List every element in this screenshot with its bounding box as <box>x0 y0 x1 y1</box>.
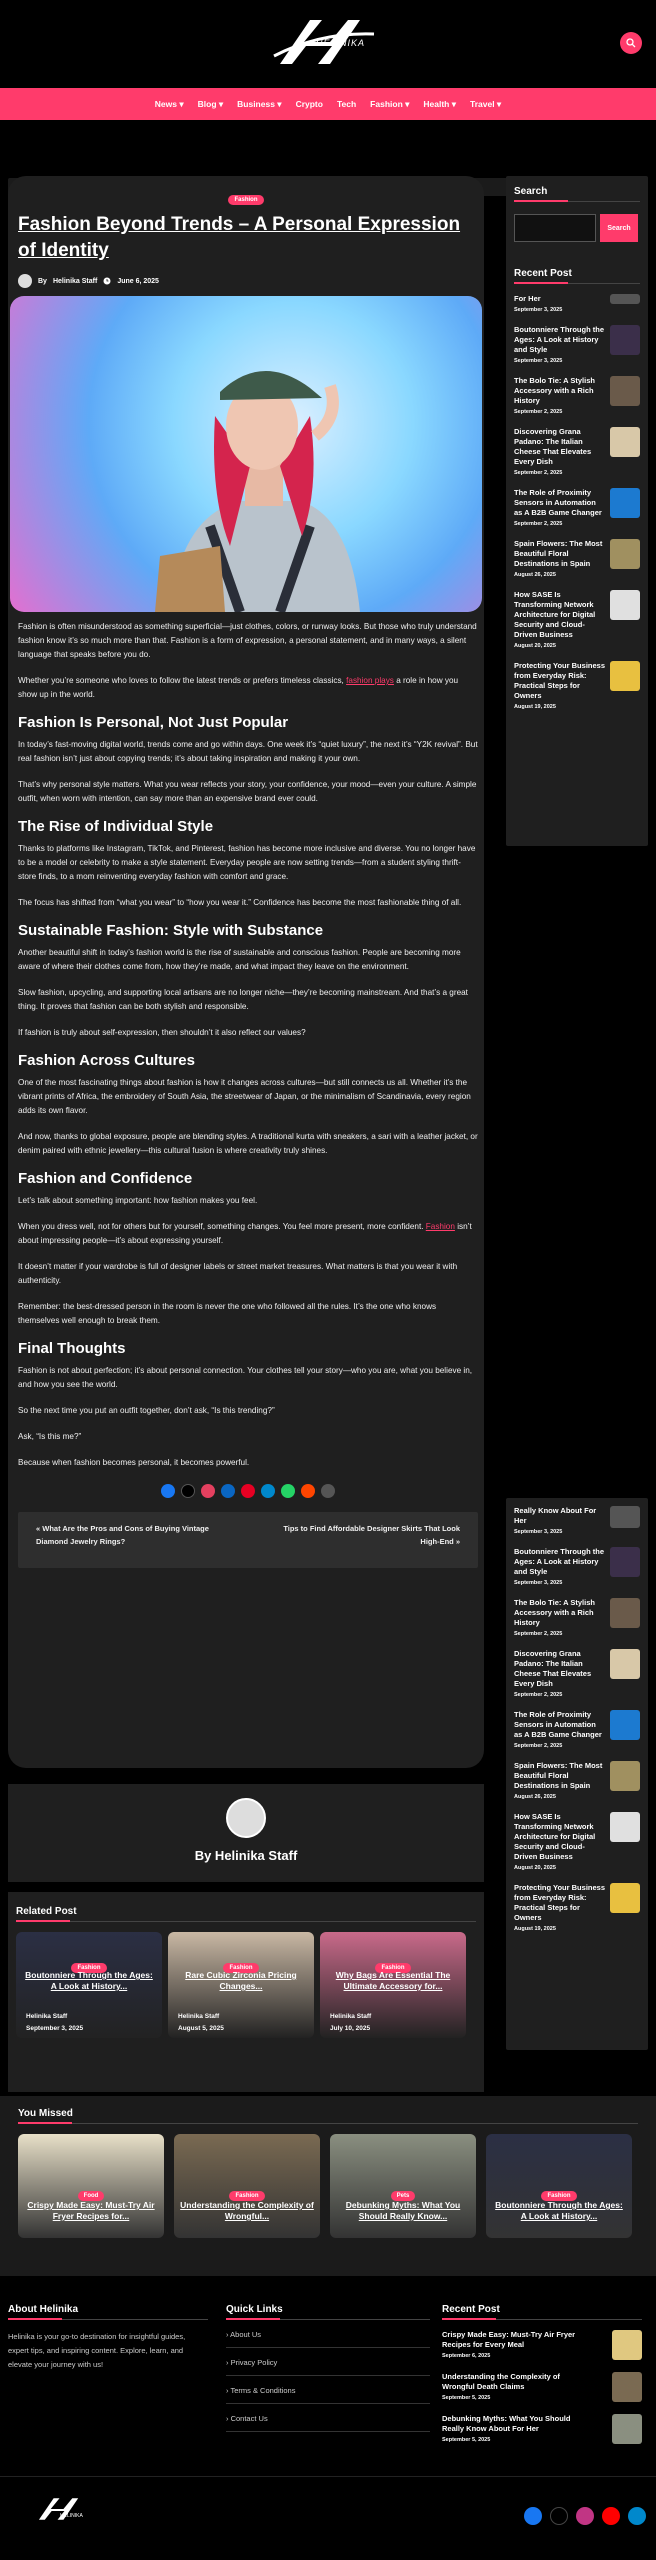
post-title[interactable]: The Role of Proximity Sensors in Automation as A B2B Game Changer <box>514 488 602 517</box>
inline-link-fashion-plays[interactable]: fashion plays <box>346 676 394 685</box>
post-date: September 2, 2025 <box>514 1692 563 1698</box>
post-date: September 2, 2025 <box>514 521 563 527</box>
post-date: August 19, 2025 <box>514 1926 556 1932</box>
missed-card[interactable] <box>174 2134 320 2238</box>
instagram-icon[interactable] <box>576 2507 594 2525</box>
post-date: August 20, 2025 <box>514 643 556 649</box>
card-author[interactable]: Helinika Staff <box>178 2013 220 2020</box>
paragraph: And now, thanks to global exposure, people are blending styles. A traditional kurta with sneakers, a sari with a leather jacket, or denim paired with ethnic jewellery—this cultural fusion is where creativity truly shines. <box>18 1132 478 1155</box>
post-meta <box>18 274 474 288</box>
post-date: September 2, 2025 <box>514 1743 563 1749</box>
nav-item-travel[interactable]: Travel ▾ <box>470 98 502 109</box>
paragraph: If fashion is truly about self-expression, then shouldn’t it also reflect our values? <box>18 1028 306 1037</box>
post-thumbnail[interactable] <box>612 2414 642 2444</box>
list-item[interactable] <box>514 1812 640 1871</box>
nav-item-crypto[interactable]: Crypto <box>295 99 323 109</box>
list-item[interactable] <box>514 1506 640 1535</box>
post-title[interactable]: The Bolo Tie: A Stylish Accessory with a Rich History <box>514 1598 595 1627</box>
paragraph: Let’s talk about something important: how fashion makes you feel. <box>18 1196 258 1205</box>
you-missed-section <box>0 2096 656 2276</box>
post-thumbnail[interactable] <box>610 1598 640 1628</box>
post-thumbnail[interactable] <box>610 1761 640 1791</box>
post-title[interactable]: Really Know About For Her <box>514 1506 597 1525</box>
list-item[interactable] <box>514 427 640 476</box>
related-title: Related Post <box>16 1906 476 1922</box>
section-heading: Fashion Is Personal, Not Just Popular <box>18 714 289 731</box>
post-title[interactable]: How SASE Is Transforming Network Architecture for Digital Security and Cloud-Driven Business <box>514 1812 596 1861</box>
footer-link[interactable]: › Privacy Policy <box>226 2348 430 2376</box>
related-posts <box>8 1892 484 2092</box>
post-thumbnail[interactable] <box>610 1649 640 1679</box>
search-icon <box>626 38 636 48</box>
post-title[interactable]: Discovering Grana Padano: The Italian Cheese That Elevates Every Dish <box>514 427 592 466</box>
list-item[interactable] <box>442 2330 642 2360</box>
paragraph: That’s why personal style matters. What you wear reflects your story, your confidence, your mood—even your culture. A simple outfit, when worn with intention, can say more than an expensive brand ever could. <box>18 780 477 803</box>
footer-logo-word: HELINIKA <box>60 2513 83 2519</box>
paragraph: One of the most fascinating things about fashion is how it changes across cultures—but still connects us all. Whether it’s the vibrant prints of Africa, the embroidery of South Asia, the streetwear of Japan, or the minimalism of Scandinavia, every region adds its own flavor. <box>18 1078 471 1115</box>
facebook-icon[interactable] <box>524 2507 542 2525</box>
post-thumbnail[interactable] <box>610 590 640 620</box>
card-title[interactable]: Boutonniere Through the Ages: A Look at History... <box>495 2200 623 2221</box>
post-date: August 26, 2025 <box>514 1794 556 1800</box>
paragraph <box>18 674 478 702</box>
post-title[interactable]: Boutonniere Through the Ages: A Look at History and Style <box>514 325 604 354</box>
list-item[interactable] <box>514 1598 640 1637</box>
card-title[interactable]: Debunking Myths: What You Should Really Know... <box>345 2200 461 2221</box>
post-date: September 2, 2025 <box>514 1631 563 1637</box>
next-post-link[interactable]: Tips to Find Affordable Designer Skirts That Look High-End » <box>283 1524 460 1546</box>
footer-link[interactable]: › Terms & Conditions <box>226 2376 430 2404</box>
nav-item-news[interactable]: News ▾ <box>154 98 184 109</box>
post-date: September 2, 2025 <box>514 470 563 476</box>
nav-item-fashion[interactable]: Fashion ▾ <box>370 98 410 109</box>
paragraph: In today’s fast-moving digital world, trends come and go within days. One week it’s “quiet luxury”, the next it’s “Y2K revival”. But real fashion isn’t just about copying trends; it’s about taking inspiration and making it your own. <box>18 740 478 763</box>
post-thumbnail[interactable] <box>610 661 640 691</box>
card-badge[interactable]: Fashion <box>223 1963 258 1973</box>
nav-item-blog[interactable]: Blog ▾ <box>197 98 224 109</box>
author-name[interactable]: By Helinika Staff <box>194 1848 298 1863</box>
post-title[interactable]: How SASE Is Transforming Network Architecture for Digital Security and Cloud-Driven Business <box>514 590 596 639</box>
section-heading: Fashion Across Cultures <box>18 1052 195 1069</box>
post-date: September 6, 2025 <box>442 2353 491 2359</box>
list-item[interactable] <box>514 376 640 415</box>
post-thumbnail[interactable] <box>610 488 640 518</box>
post-title[interactable]: Protecting Your Business from Everyday Risk: Practical Steps for Owners <box>514 661 605 700</box>
related-card[interactable] <box>168 1932 314 2038</box>
text: When you dress well, not for others but for yourself, something changes. You feel more present, more confident. <box>18 1222 424 1231</box>
pinterest-icon[interactable] <box>241 1484 255 1498</box>
card-date: August 5, 2025 <box>178 2025 224 2032</box>
card-badge[interactable]: Pets <box>391 2191 416 2201</box>
post-thumbnail[interactable] <box>610 427 640 457</box>
post-thumbnail[interactable] <box>610 376 640 406</box>
clock-icon <box>103 277 111 285</box>
post-date: September 2, 2025 <box>514 409 563 415</box>
avatar <box>18 274 32 288</box>
footer-link-label[interactable]: About Us <box>230 2330 262 2339</box>
paragraph: Thanks to platforms like Instagram, TikTok, and Pinterest, fashion has become more inclusive and diverse. You no longer have to be a model or celebrity to make a style statement. Everyday people are now setting trends—from a student styling thrift-store finds, to a mom reinventing everyday fashion with comfort and grace. <box>18 844 476 881</box>
post-thumbnail[interactable] <box>610 1812 640 1842</box>
post-title[interactable]: Debunking Myths: What You Should Really Know About For Her <box>442 2414 571 2433</box>
reddit-icon[interactable] <box>301 1484 315 1498</box>
paragraph: Fashion is often misunderstood as something superficial—just clothes, colors, or runway looks. But those who truly understand fashion know it’s so much more than that. Fashion is a form of expression, a personal statement, and in many ways, a silent language that speaks before you do. <box>18 622 477 659</box>
post-thumbnail[interactable] <box>610 1710 640 1740</box>
header-search-button[interactable] <box>620 32 642 54</box>
missed-card[interactable] <box>486 2134 632 2238</box>
post-title[interactable]: Understanding the Complexity of Wrongful Death Claims <box>442 2372 560 2391</box>
prev-post-link[interactable]: « What Are the Pros and Cons of Buying Vintage Diamond Jewelry Rings? <box>36 1524 209 1546</box>
card-title[interactable]: Why Bags Are Essential The Ultimate Accessory for... <box>335 1970 451 1991</box>
card-badge[interactable]: Fashion <box>541 2191 576 2201</box>
you-missed-title: You Missed <box>18 2108 638 2124</box>
post-thumbnail[interactable] <box>610 539 640 569</box>
post-title[interactable]: Boutonniere Through the Ages: A Look at History and Style <box>514 1547 604 1576</box>
nav-item-business[interactable]: Business ▾ <box>237 98 282 109</box>
paragraph: The focus has shifted from “what you wear” to “how you wear it.” Confidence has become the most fashionable thing of all. <box>18 898 462 907</box>
list-item[interactable] <box>514 488 640 527</box>
post-date: August 20, 2025 <box>514 1865 556 1871</box>
author-box <box>8 1784 484 1882</box>
paragraph: Ask, “Is this me?” <box>18 1432 82 1441</box>
footer-recent-title: Recent Post <box>442 2304 642 2320</box>
paragraph: Remember: the best-dressed person in the room is never the one who followed all the rules. It’s the one who knows themselves well enough to break them. <box>18 1302 437 1325</box>
whatsapp-icon[interactable] <box>281 1484 295 1498</box>
list-item[interactable] <box>514 661 640 710</box>
section-heading: Final Thoughts <box>18 1340 126 1357</box>
post-title[interactable]: The Role of Proximity Sensors in Automation as A B2B Game Changer <box>514 1710 602 1739</box>
missed-card[interactable] <box>330 2134 476 2238</box>
card-title[interactable]: Boutonniere Through the Ages: A Look at History... <box>25 1970 153 1991</box>
article-container <box>8 176 484 1768</box>
footer-link[interactable]: › Contact Us <box>226 2404 430 2432</box>
card-badge[interactable]: Food <box>78 2191 105 2201</box>
recent-posts-list <box>514 294 640 840</box>
text: Whether you’re someone who loves to follow the latest trends or prefers timeless classics, <box>18 676 344 685</box>
card-badge[interactable]: Fashion <box>375 1963 410 1973</box>
section-heading: Sustainable Fashion: Style with Substance <box>18 922 324 939</box>
card-badge[interactable]: Fashion <box>71 1963 106 1973</box>
print-icon[interactable] <box>321 1484 335 1498</box>
main-nav <box>0 88 656 120</box>
footer-logo[interactable] <box>34 2491 88 2527</box>
search-input[interactable] <box>514 214 596 242</box>
youtube-icon[interactable] <box>602 2507 620 2525</box>
post-date: August 26, 2025 <box>514 572 556 578</box>
share-buttons <box>18 1484 478 1498</box>
paragraph: So the next time you put an outfit together, don’t ask, “Is this trending?” <box>18 1406 275 1415</box>
list-item[interactable] <box>514 1649 640 1698</box>
post-thumbnail[interactable] <box>612 2372 642 2402</box>
messenger-icon[interactable] <box>201 1484 215 1498</box>
article-body <box>18 620 478 1568</box>
sidebar <box>506 176 648 846</box>
list-item[interactable] <box>514 294 640 313</box>
card-date: September 3, 2025 <box>26 2025 84 2032</box>
paragraph: Another beautiful shift in today’s fashion world is the rise of sustainable and conscious fashion. People are becoming more aware of where their clothes come from, how they’re made, and what impact they leave on the environment. <box>18 948 461 971</box>
linkedin-icon[interactable] <box>221 1484 235 1498</box>
post-thumbnail[interactable] <box>610 1883 640 1913</box>
x-icon[interactable] <box>550 2507 568 2525</box>
footer-about-title: About Helinika <box>8 2304 208 2320</box>
page-title: Fashion Beyond Trends – A Personal Expression of Identity <box>18 214 461 261</box>
related-card[interactable] <box>16 1932 162 2038</box>
footer-links-title: Quick Links <box>226 2304 430 2320</box>
card-date: July 10, 2025 <box>330 2025 371 2032</box>
section-heading: The Rise of Individual Style <box>18 818 214 835</box>
author-link[interactable]: Helinika Staff <box>52 277 98 285</box>
hero-image <box>10 296 482 612</box>
text: isn’t about impressing people—it’s about expressing yourself. <box>18 1222 472 1245</box>
card-title[interactable]: Rare Cubic Zirconia Pricing Changes... <box>185 1970 297 1991</box>
hero-illustration <box>10 296 482 612</box>
post-thumbnail[interactable] <box>612 2330 642 2360</box>
post-thumbnail[interactable] <box>610 1547 640 1577</box>
post-date: August 19, 2025 <box>514 704 556 710</box>
search-button[interactable]: Search <box>600 214 638 242</box>
post-title[interactable]: Crispy Made Easy: Must-Try Air Fryer Recipes for Every Meal <box>442 2330 576 2349</box>
related-card[interactable] <box>320 1932 466 2038</box>
footer-about-text: Helinika is your go-to destination for insightful guides, expert tips, and inspiring content. Explore, learn, and elevate your journey with us! <box>8 2332 186 2369</box>
missed-card[interactable] <box>18 2134 164 2238</box>
list-item[interactable] <box>514 1547 640 1586</box>
category-badge[interactable]: Fashion <box>228 195 263 205</box>
sidebar-sticky-copy <box>506 1498 648 2050</box>
footer-link-label[interactable]: Terms & Conditions <box>230 2386 296 2395</box>
list-item[interactable] <box>442 2372 642 2402</box>
post-date: June 6, 2025 <box>117 277 159 285</box>
post-date: September 3, 2025 <box>514 1529 563 1535</box>
paragraph: Because when fashion becomes personal, it becomes powerful. <box>18 1458 250 1467</box>
site-header <box>0 0 656 88</box>
list-item[interactable] <box>442 2414 642 2444</box>
post-thumbnail[interactable] <box>610 325 640 355</box>
logo-wordmark: HELINIKA <box>316 38 366 48</box>
post-title[interactable]: The Bolo Tie: A Stylish Accessory with a Rich History <box>514 376 595 405</box>
footer-link[interactable]: › About Us <box>226 2320 430 2348</box>
post-title[interactable]: For Her <box>514 294 541 303</box>
facebook-icon[interactable] <box>161 1484 175 1498</box>
card-author[interactable]: Helinika Staff <box>26 2013 68 2020</box>
text: a role in how you show up in the world. <box>18 676 459 699</box>
nav-item-tech[interactable]: Tech <box>336 99 357 109</box>
x-icon[interactable] <box>181 1484 195 1498</box>
search-widget-title: Search <box>514 186 640 202</box>
post-date: September 3, 2025 <box>514 307 563 313</box>
section-heading: Fashion and Confidence <box>18 1170 193 1187</box>
paragraph <box>18 1220 478 1248</box>
card-title[interactable]: Understanding the Complexity of Wrongful... <box>180 2200 314 2221</box>
site-footer <box>0 2280 656 2560</box>
telegram-icon[interactable] <box>628 2507 646 2525</box>
by-label: By <box>38 277 47 285</box>
recent-widget-title: Recent Post <box>514 268 640 284</box>
paragraph: It doesn’t matter if your wardrobe is full of designer labels or street market treasures. What matters is that you wear it with authenticity. <box>18 1262 458 1285</box>
card-badge[interactable]: Fashion <box>229 2191 264 2201</box>
post-date: September 5, 2025 <box>442 2395 491 2401</box>
list-item[interactable] <box>514 590 640 649</box>
list-item[interactable] <box>514 1883 640 1932</box>
post-date: September 5, 2025 <box>442 2437 491 2443</box>
list-item[interactable] <box>514 1710 640 1749</box>
post-navigation <box>18 1512 478 1568</box>
paragraph: Slow fashion, upcycling, and supporting local artisans are no longer niche—they’re becoming mainstream. And that’s a great thing. It proves that fashion can be both stylish and responsible. <box>18 988 468 1011</box>
card-title[interactable]: Crispy Made Easy: Must-Try Air Fryer Recipes for... <box>27 2200 155 2221</box>
inline-link-fashion[interactable]: Fashion <box>425 1222 455 1231</box>
post-title[interactable]: Protecting Your Business from Everyday Risk: Practical Steps for Owners <box>514 1883 605 1922</box>
post-title[interactable]: Discovering Grana Padano: The Italian Cheese That Elevates Every Dish <box>514 1649 592 1688</box>
telegram-icon[interactable] <box>261 1484 275 1498</box>
post-date: September 3, 2025 <box>514 358 563 364</box>
author-avatar <box>226 1798 266 1838</box>
list-item[interactable] <box>514 539 640 578</box>
post-title[interactable]: Spain Flowers: The Most Beautiful Floral Destinations in Spain <box>514 1761 603 1790</box>
nav-item-health[interactable]: Health ▾ <box>423 98 456 109</box>
footer-link-label[interactable]: Privacy Policy <box>230 2358 278 2367</box>
list-item[interactable] <box>514 325 640 364</box>
card-author[interactable]: Helinika Staff <box>330 2013 372 2020</box>
post-title[interactable]: Spain Flowers: The Most Beautiful Floral Destinations in Spain <box>514 539 603 568</box>
list-item[interactable] <box>514 1761 640 1800</box>
footer-link-label[interactable]: Contact Us <box>230 2414 268 2423</box>
post-date: September 3, 2025 <box>514 1580 563 1586</box>
paragraph: Fashion is not about perfection; it’s about personal connection. Your clothes tell your story—who you are, what you believe in, and how you see the world. <box>18 1366 473 1389</box>
